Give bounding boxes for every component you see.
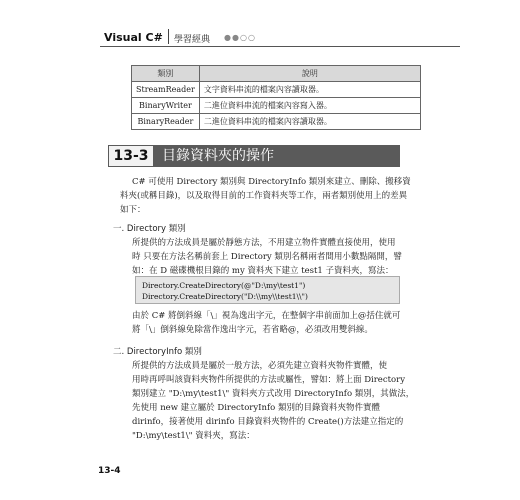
table-header-row: [132, 66, 421, 82]
column-header-description: 說明: [199, 66, 420, 82]
item2-line: 所提供的方法成員是屬於一般方法，必須先建立資料夾物件實體，使: [132, 361, 388, 371]
header-rule: [100, 46, 460, 47]
table-cell-class: BinaryReader: [132, 114, 200, 130]
running-header: [100, 27, 460, 47]
page-number: 13-4: [98, 466, 121, 476]
section-number: 13-3: [108, 145, 154, 167]
column-header-class: 類別: [132, 66, 200, 82]
item1-after-line: 將「\」倒斜線免除當作逸出字元，若省略@，必須改用雙斜線。: [132, 325, 373, 335]
table-row: [132, 98, 421, 114]
section-title: 目錄資料夾的操作: [162, 148, 274, 164]
code-block: [135, 276, 400, 304]
item1-line: 所提供的方法成員是屬於靜態方法，不用建立物件實體直接使用，使用: [132, 238, 396, 248]
item1-line: 如：在 D 磁碟機根目錄的 my 資料夾下建立 test1 子資料夾，寫法：: [132, 266, 394, 276]
table-cell-class: StreamReader: [132, 82, 200, 98]
item1-heading: 一. Directory 類別: [113, 224, 186, 234]
code-line: Directory.CreateDirectory(@"D:\my\test1"): [142, 281, 306, 290]
table-cell-description: 文字資料串流的檔案內容讀取器。: [199, 82, 420, 98]
table-cell-class: BinaryWriter: [132, 98, 200, 114]
header-separator: [168, 29, 169, 44]
class-table: [131, 65, 421, 130]
item1-line: 時 只要在方法名稱前套上 Directory 類別名稱兩者間用小數點隔開，譬: [132, 252, 402, 262]
intro-line: 料夾(或稱目錄)，以及取得目前的工作資料夾等工作，兩者類別使用上的差異: [120, 191, 408, 201]
item1-after-line: 由於 C# 將倒斜線「\」視為逸出字元，在整個字串前面加上@括住就可: [132, 311, 401, 321]
item2-line: "D:\my\test1\" 資料夾，寫法：: [132, 431, 255, 441]
book-subtitle: 學習經典: [174, 35, 211, 45]
table-row: [132, 114, 421, 130]
header-dots-decoration: ●●○○: [224, 33, 256, 42]
item2-line: 用時再呼叫該資料夾物件所提供的方法或屬性，譬如：將上面 Directory: [132, 375, 405, 385]
item2-line: dirinfo，接著使用 dirinfo 目錄資料夾物件的 Create()方法建立指定的: [132, 417, 404, 427]
item2-line: 先使用 new 建立屬於 DirectoryInfo 類別的目錄資料夾物件實體: [132, 403, 380, 413]
table-cell-description: 二進位資料串流的檔案內容寫入器。: [199, 98, 420, 114]
table-cell-description: 二進位資料串流的檔案內容讀取器。: [199, 114, 420, 130]
item2-heading: 二. DirectoryInfo 類別: [113, 347, 202, 357]
item2-line: 類別建立 "D:\my\test1\" 資料夾方式改用 DirectoryInfo 類別，其做法，: [132, 389, 415, 399]
book-title: Visual C#: [104, 31, 163, 44]
table-row: [132, 82, 421, 98]
section-heading: [108, 145, 400, 167]
intro-line: 如下：: [120, 205, 146, 215]
code-line: Directory.CreateDirectory("D:\\my\\test1\\"): [142, 292, 308, 301]
intro-line: C# 可使用 Directory 類別與 DirectoryInfo 類別來建立、刪除、搬移資: [132, 177, 411, 187]
